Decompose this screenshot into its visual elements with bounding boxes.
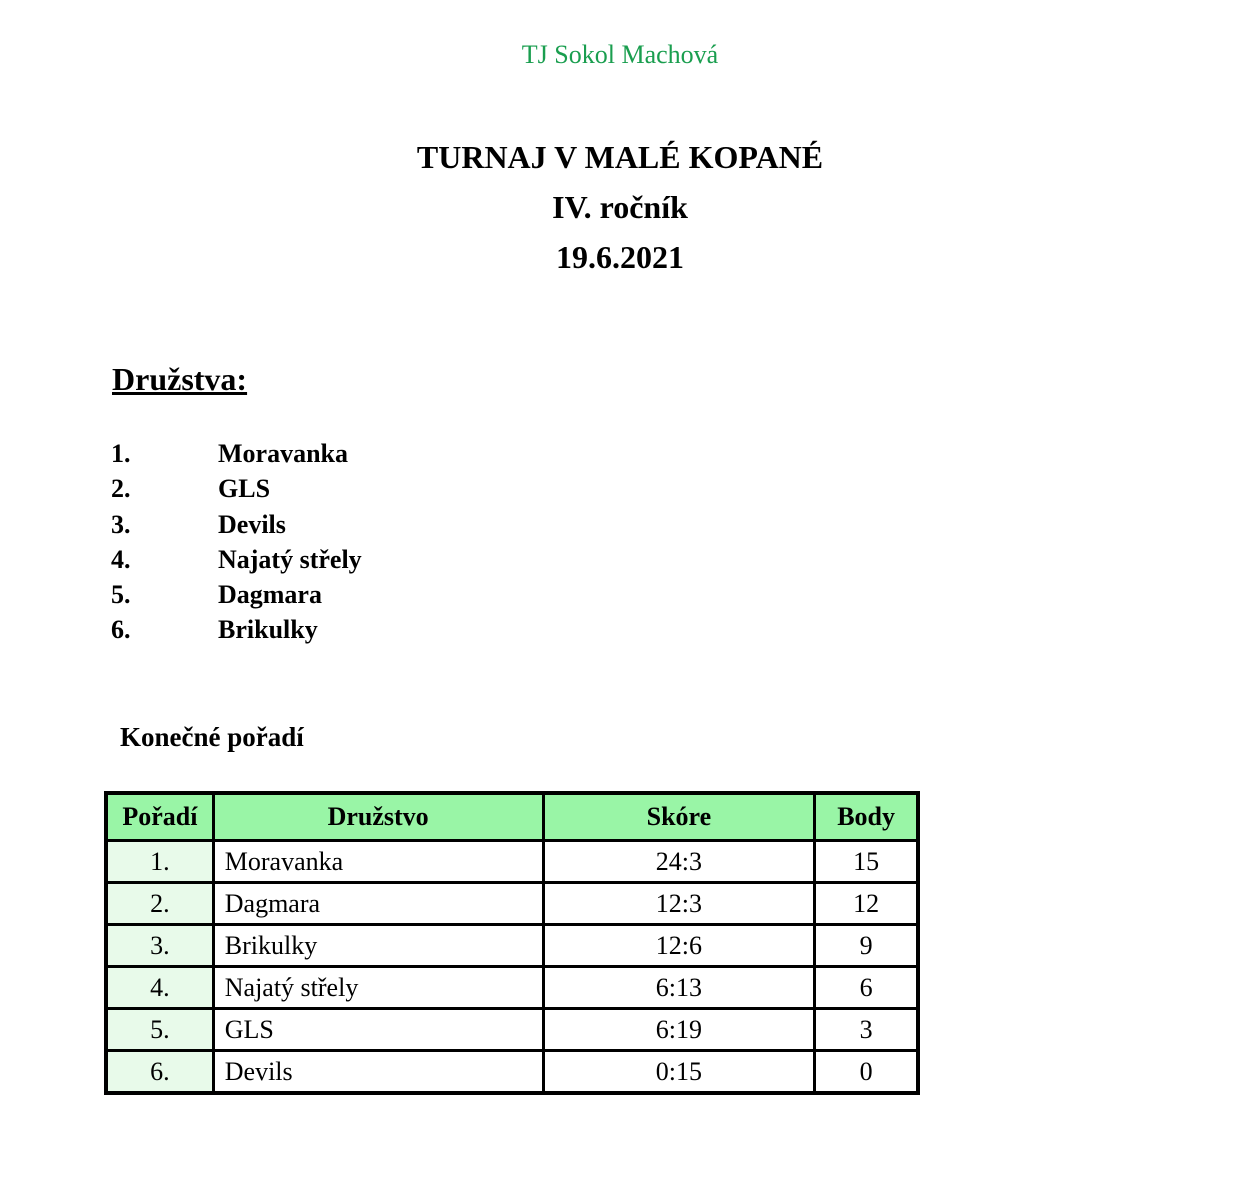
score-cell: 0:15	[543, 1051, 815, 1094]
points-cell: 0	[815, 1051, 918, 1094]
points-cell: 3	[815, 1009, 918, 1051]
column-header-points: Body	[815, 793, 918, 841]
tournament-title: TURNAJ V MALÉ KOPANÉ	[416, 139, 824, 175]
points-cell: 6	[815, 967, 918, 1009]
rank-cell: 6.	[106, 1051, 213, 1094]
team-name: GLS	[218, 474, 271, 504]
team-number: 4.	[111, 544, 131, 574]
team-cell: Moravanka	[213, 841, 543, 883]
team-name: Dagmara	[218, 580, 322, 610]
column-header-rank: Pořadí	[106, 793, 213, 841]
points-cell: 9	[815, 925, 918, 967]
team-cell: Dagmara	[213, 883, 543, 925]
teams-heading: Družstva:	[112, 361, 248, 397]
team-number: 2.	[111, 474, 131, 504]
list-item	[111, 507, 362, 542]
team-cell: Brikulky	[213, 925, 543, 967]
score-cell: 24:3	[543, 841, 815, 883]
column-header-team: Družstvo	[213, 793, 543, 841]
team-number: 6.	[111, 615, 131, 645]
standings-table	[104, 791, 920, 1095]
list-item	[111, 577, 362, 612]
team-cell: GLS	[213, 1009, 543, 1051]
rank-cell: 2.	[106, 883, 213, 925]
standings-heading: Konečné pořadí	[120, 722, 304, 752]
team-number: 3.	[111, 509, 131, 539]
rank-cell: 1.	[106, 841, 213, 883]
table-row	[106, 925, 918, 967]
table-row	[106, 883, 918, 925]
score-cell: 6:19	[543, 1009, 815, 1051]
team-number: 1.	[111, 439, 131, 468]
score-cell: 12:6	[543, 925, 815, 967]
organization-name: TJ Sokol Machová	[521, 40, 719, 69]
table-row	[106, 967, 918, 1009]
team-cell: Najatý střely	[213, 967, 543, 1009]
tournament-date: 19.6.2021	[556, 239, 684, 275]
team-name: Najatý střely	[218, 544, 362, 574]
team-name: Brikulky	[218, 615, 318, 645]
rank-cell: 5.	[106, 1009, 213, 1051]
score-cell: 12:3	[543, 883, 815, 925]
score-cell: 6:13	[543, 967, 815, 1009]
list-item	[111, 436, 362, 471]
list-item	[111, 542, 362, 577]
edition-label: IV. ročník	[552, 189, 688, 225]
column-header-score: Skóre	[543, 793, 815, 841]
table-row	[106, 1009, 918, 1051]
team-name: Moravanka	[218, 439, 348, 468]
team-list	[111, 436, 362, 648]
list-item	[111, 471, 362, 506]
team-name: Devils	[218, 509, 286, 539]
table-header-row	[106, 793, 918, 841]
points-cell: 15	[815, 841, 918, 883]
document-title	[0, 132, 1240, 282]
list-item	[111, 612, 362, 647]
points-cell: 12	[815, 883, 918, 925]
team-number: 5.	[111, 580, 131, 610]
table-row	[106, 1051, 918, 1094]
team-cell: Devils	[213, 1051, 543, 1094]
rank-cell: 4.	[106, 967, 213, 1009]
table-row	[106, 841, 918, 883]
rank-cell: 3.	[106, 925, 213, 967]
